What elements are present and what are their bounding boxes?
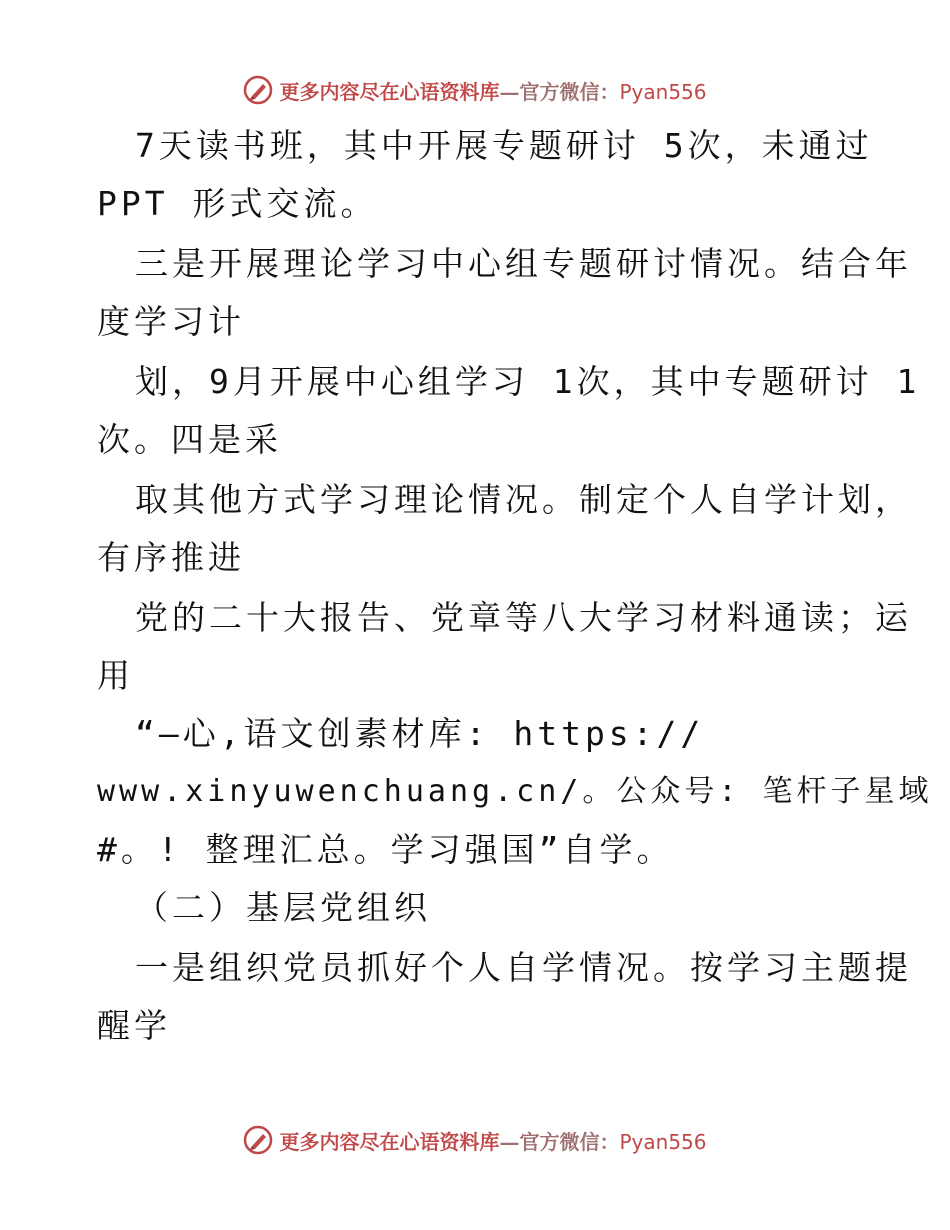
body-line: 有序推进 (97, 538, 245, 577)
body-line: www.xinyuwenchuang.cn/。公众号: 笔杆子星域 (97, 774, 933, 809)
banner-text (279, 1126, 706, 1155)
body-line: PPT 形式交流。 (97, 184, 378, 223)
header-banner (0, 70, 950, 110)
banner-sub: —官方微信： (499, 1129, 620, 1154)
banner-sub: —官方微信： (499, 79, 620, 104)
body-line: 7天读书班，其中开展专题研讨 5次，未通过 (135, 126, 873, 165)
body-line: 次。四是采 (97, 420, 282, 459)
body-line: 三是开展理论学习中心组专题研讨情况。结合年 (135, 244, 912, 283)
body-line: 醒学 (97, 1006, 171, 1045)
section-heading: （二）基层党组织 (135, 888, 431, 927)
body-line: 一是组织党员抓好个人自学情况。按学习主题提 (135, 948, 912, 987)
banner-main: 更多内容尽在心语资料库 (279, 79, 500, 104)
banner-handle: Pyan556 (619, 79, 707, 104)
body-line: 用 (97, 656, 134, 695)
banner-text (279, 76, 706, 105)
body-line: #。! 整理汇总。学习强国”自学。 (97, 830, 674, 869)
pen-logo-icon (243, 75, 273, 105)
body-line: 划，9月开展中心组学习 1次，其中专题研讨 1 (135, 362, 921, 401)
body-line: 度学习计 (97, 302, 245, 341)
body-line: 党的二十大报告、党章等八大学习材料通读；运 (135, 598, 912, 637)
body-line: “—心,语文创素材库: https:// (135, 714, 705, 753)
banner-handle: Pyan556 (619, 1129, 707, 1154)
banner-main: 更多内容尽在心语资料库 (279, 1129, 500, 1154)
pen-logo-icon (243, 1125, 273, 1155)
body-line: 取其他方式学习理论情况。制定个人自学计划， (135, 480, 912, 519)
footer-banner (0, 1120, 950, 1160)
